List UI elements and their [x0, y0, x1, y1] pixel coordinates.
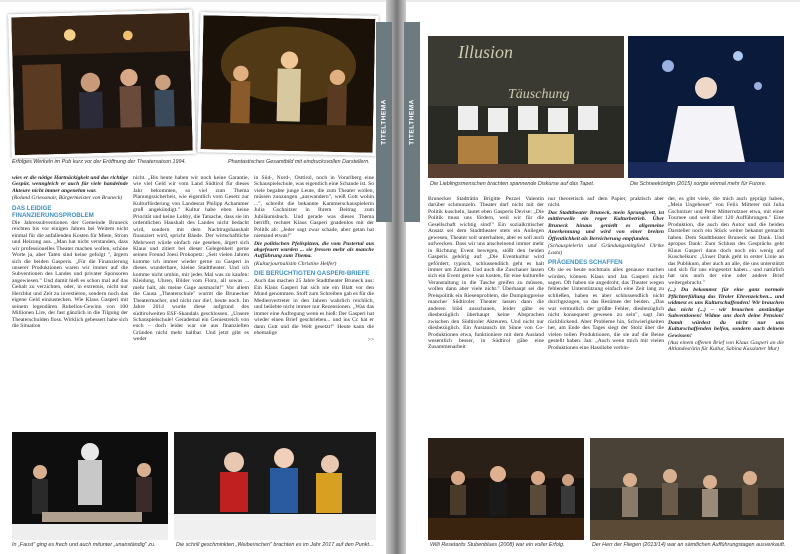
right-column-2	[548, 196, 664, 434]
caption-weiberischen-photo: Die schrill geschminkten „Weiberischen" brachten es im Jahr 2017 auf den Punkt...	[176, 542, 374, 548]
quote-lasta-author: (Schauspielerin und Gründungsmitglied Ulrike Lasta)	[548, 243, 664, 256]
body-col3: in Süd-, Nord-, Osttirol, noch in Vorarlberg eine Schauspielschule, was eigentlich eine Schande ist. So viele begabte junge Leute, die zum Theater wollen, müssen zunzungen „auswandern", weiß Gott wohin ...", schreibt die bekannte Kammerschauspielerin Julia Gschnitzer in Ihrem Beitrag zum Jubiläumsbuch. Und gerade was dieses Thema betrifft, rechnet Klaus Gasperi gnadenlos mit der Politik ab: „Jeder sagt zwar schade, aber getan hat niemand etwas!"	[254, 175, 374, 240]
body-col2: nicht. „Bis heute haben wir noch keine Garantie, wie viel Geld wir vom Land Südtirol für dieses Jahr bekommen, so viel zum Thema Planungssicherheit, wie eigentlich vom Gesetz zur Kulturförderung von Landesrat Philipp Achammer groß angekündigt." Kultur habe eben keine Priorität und keine Lobby, die Tatsache, dass sie im ordentlichen Haushalt des Landes nicht bedacht wird, sondern mit dem Nachtragshaushalt finanziert wird, spricht Bände. Der wirtschaftliche Mehrwert würde einfach nie gesehen, ärgert sich Klaus und zitiert bei dieser Gelegenheit gerne seinen Freund Joesi Prokopetz: „Seit vielen Jahren komme ich immer wieder gerne zu Gasperi in dieses wunderbare, kleine Stadttheater. Und ich komme nicht umhin, mir jedes Mal was zu kaufen: Kleidung, Uhren, Bilder vom Flora, all sowas ... mehr halt, als meine Gage ausmacht!" Vor allem die Causa „Theaterschule" wurmt die Brunecker Theatermacher, und nicht nur die!, heute noch. Im Jahre 2014 wurde diese aufgrund des südtirolweiten ESF-Skandals geschlossen. „Unsere Schauspielschule! Gerademal ein Geniestreich von euch – doch leider war sie aus finanziellen Gründen nicht mehr haltbar. Und jetzt gibt es weder	[133, 175, 249, 343]
quote-lasta: Das Stadttheater Bruneck, mein Sprungbrett, ist mittlerweile ein reger Kulturbetrieb. Über Bruneck hinaus genießt es allgemeine Anerkennung und wird von einer breiten Öffentlichkeit als Bereicherung empfunden.	[548, 209, 664, 242]
stubenblues-photo	[428, 438, 584, 540]
quote-letter: (...) Du bekommst für eine ganz normale Pflichterfüllung das Tiroler Ehrenzeichen... und widmest es uns Kulturschaffenden! Wir brauchen das nicht (...) – wir brauchen anständige Subventionen! Widme uns doch deine Pension! Damit würdest du nicht nur uns Kulturschaffenden helfen, sondern auch deinem Gewissen!	[668, 287, 784, 339]
faust-photo	[12, 432, 168, 540]
caption-schneekoenigin-photo: Die Schneekönigin (2015) sorgte einmal mehr für Furore.	[630, 181, 767, 187]
quote-mayor: wies er die nötige Hartnäckigkeit und das richtige Gespür, wenngleich er auch für viele handelnde Akteure nicht immer angenehm war.	[12, 175, 128, 194]
body-col3-right: det, es gibt viele, die mich auch geprägt haben, „Mein Ungeheuer" von Felix Mitterer mit Julia Gschnitzer und Peter Mitterrutzner etwa, mit einer Tournee und weit über 120 Aufführungen." Eine Produktion, die auch den Autor und die beiden Darsteller noch ein Stück weiter bekannt gemacht haben. Dem Stadttheater Bruneck sei Dank. Und apropos Dank: Zum Schluss des Gesprächs geht Klaus Gasperi dann doch noch ein wenig auf Kuschelkurs: „Unser Dank geht in erster Linie an das Publikum, aber auch an alle, die uns unterstützt und sich für uns eingesetzt haben... und natürlich hat uns auch der eine oder andere Brief weitergebracht."	[668, 196, 784, 286]
caption-faust-photo: In „Faust" ging es frech und auch mitunter „unanständig" zu.	[12, 542, 156, 548]
herr-der-fliegen-photo	[590, 438, 784, 540]
right-column-1	[428, 196, 544, 434]
left-column-2	[133, 175, 249, 430]
section-tab-left: TITELTHEMA	[376, 22, 392, 222]
body-col1-right: Brunecker Stadträtin Brigitte Pezzei Valentin darüber schmunzeln. Theater darf nicht mit der Politik kuscheln, lautet eben Gasperis Devise: „Die Politik muss uns fördern, weil wir für die Gesellschaft wichtig sind!" Ein sozialkritischer Ansatz sei dem Stadttheater stets ein Anliegen gewesen, Theater soll unterhalten, aber es soll auch aufwecken. Dass wir uns anscheinend immer mehr in Richtung Event bewegen, stößt den beiden Gasperis gehörig auf: „Die Eventkultur wird gefördert, typisch, schlussendlich geht es halt immer um Zahlen. Und auch die Zuschauer lassen sich ein Event gerne was kosten, für eine kulturelle Veranstaltung in die Tasche greifen zu müssen, wollen dann aber viele nicht." Überhaupt sei die Preispolitik ein Riesenproblem, die Dumpingpreise mancher Südtiroler Theater lassen dann die anderen blöd ausschauen, leider gäbe es diesbezüglich überhaupt keine Absprachen zwischen den Südtiroler Akteuren. Und nicht nur diesbezüglich. Ein Austausch im Sinne von Co-Produktionen etwa, funktioniere mit dem Ausland wesentlich besser, in Südtirol gäbe eine Zusammenarbeit	[428, 196, 544, 351]
caption-stubenblues-photo: Willi Resetarits Stubenblues (2008) war ein voller Erfolg.	[430, 542, 565, 548]
heading-finanzierung: DAS LEIDIGE FINANZIERUNGSPROBLEM	[12, 204, 94, 219]
left-page	[0, 2, 390, 554]
heading-praegendes: PRÄGENDES SCHAFFEN	[548, 259, 623, 267]
body-col2-right: nur theoretisch auf dem Papier, praktisch aber nicht.	[548, 196, 664, 209]
sign-tauschung: Täuschung	[508, 87, 570, 102]
schneekoenigin-photo	[628, 36, 784, 178]
quote-letter-author: (Aus einem offenen Brief von Klaus Gasperi an die Altlandesrätin für Kultur, Sabina Kasslatter Mur)	[668, 339, 784, 353]
caption-herr-der-fliegen-photo: Der Herr der Fliegen (2013/14) war an sämtlichen Aufführungstagen ausverkauft.	[592, 542, 786, 548]
section-tab-right: TITELTHEMA	[404, 22, 420, 222]
weiberischen-photo	[174, 432, 376, 540]
right-column-3	[668, 196, 784, 434]
right-page	[402, 2, 800, 554]
body-finanzierung: Die Jahressubventionen der Gemeinde Bruneck reichten bis vor einigen Jahren bei Weitem nicht einmal für die anfallenden Kosten für Miete, Strom und Heizung aus. „Man hat nicht verstanden, dass wir professionelles Theater machen wollen, schöne Worte ja, aber Taten sind keine gefolgt ", ärgern sich die beiden Gasperis. „Für die Finanzierung unserer Produktionen waren wir immer auf die Subventionen des Landes und privater Sponsoren angewiesen." Und damit hieß es schon mal auf das Gehalt zu verzichten, oder, in extremis, nicht nur Herzblut und Zeit zu investieren, sondern noch das eigene Geld einzustecken. Wie Klaus Gasperi mit seinem legendären Rubellos-Gewinn von 100 Millionen Lire, der fast gänzlich in die Tilgung der Theaterschulden floss. Wirklich gebessert habe sich die Situation	[12, 219, 128, 330]
left-column-1	[12, 175, 128, 430]
body-praegendes: Ob sie es heute nochmals alles genauso machen würden, können Klaus und Jan Gasperi nicht sagen. Oft haben sie angedroht, das Theater wegen fehlender Unterstützung einfach eine Zeit lang zu schließen, haben es aber schlussendlich nicht durchgezogen, so das Resümee der beiden. „Das war vermutlich der größte Fehler, diesbezüglich nicht konsequent gewesen zu sein", sagt Jan rückblickend. Aber Probleme hin, Schwierigkeiten her, am Ende des Tages siegt der Stolz über die vielen tollen Produktionen, die sie auf die Beine gestellt haben. Jan: „Auch wenn mich mit vielen Produktionen eine Hassliebe verbin-	[548, 267, 664, 351]
quote-mayor-author: (Roland Griessmair, Bürgermeister von Bruneck)	[12, 195, 123, 202]
quote-helfer: Die politischen Pfeilspitzen, die vom Pustertal aus abgefeuert wurden ... sie fressen mehr als manche Aufführung zum Thema.	[254, 240, 374, 260]
lieblingsmenschen-photo	[428, 36, 624, 178]
caption-pub-photo: Erfolges Werkeln im Pub kurz vor der Eröffnung der Theatersaison 1994.	[12, 159, 186, 165]
sign-illusion: Illusion	[458, 42, 514, 62]
heading-briefe: DIE BERÜCHTIGTEN GASPERI-BRIEFE	[254, 270, 370, 278]
caption-stage-photo: Phantastisches Gesamtbild mit eindrucksvollen Darstellern.	[228, 159, 370, 165]
pub-photo	[8, 10, 196, 159]
quote-helfer-author: (Kulturjournalistin Christine Helfer)	[254, 260, 337, 267]
caption-lieblingsmenschen-photo: Die Lieblingsmenschen brachten spannende Diskurse auf das Tapet.	[430, 181, 595, 187]
continue-marker: >>	[367, 337, 374, 344]
left-column-3	[254, 175, 374, 430]
body-briefe: Auch das machen 25 Jahre Stadttheater Bruneck aus: Ein Klaus Gasperi hat sich nie ein Blatt vor den Mund genommen. Stoff zum Schreiben gab es für die Medienvertreter in den Jahren wahrlich reichlich, und beliebte nicht immer nur Rezensionen. „Was das immer eine Aufregung wenn es hieß: Der Gasperi hat wieder einen Brief geschrieben... und ins Cc hat er dann Gott und die Welt gesetzt!" Heute kann die ehemalige	[254, 278, 374, 336]
stage-photo	[198, 12, 379, 156]
